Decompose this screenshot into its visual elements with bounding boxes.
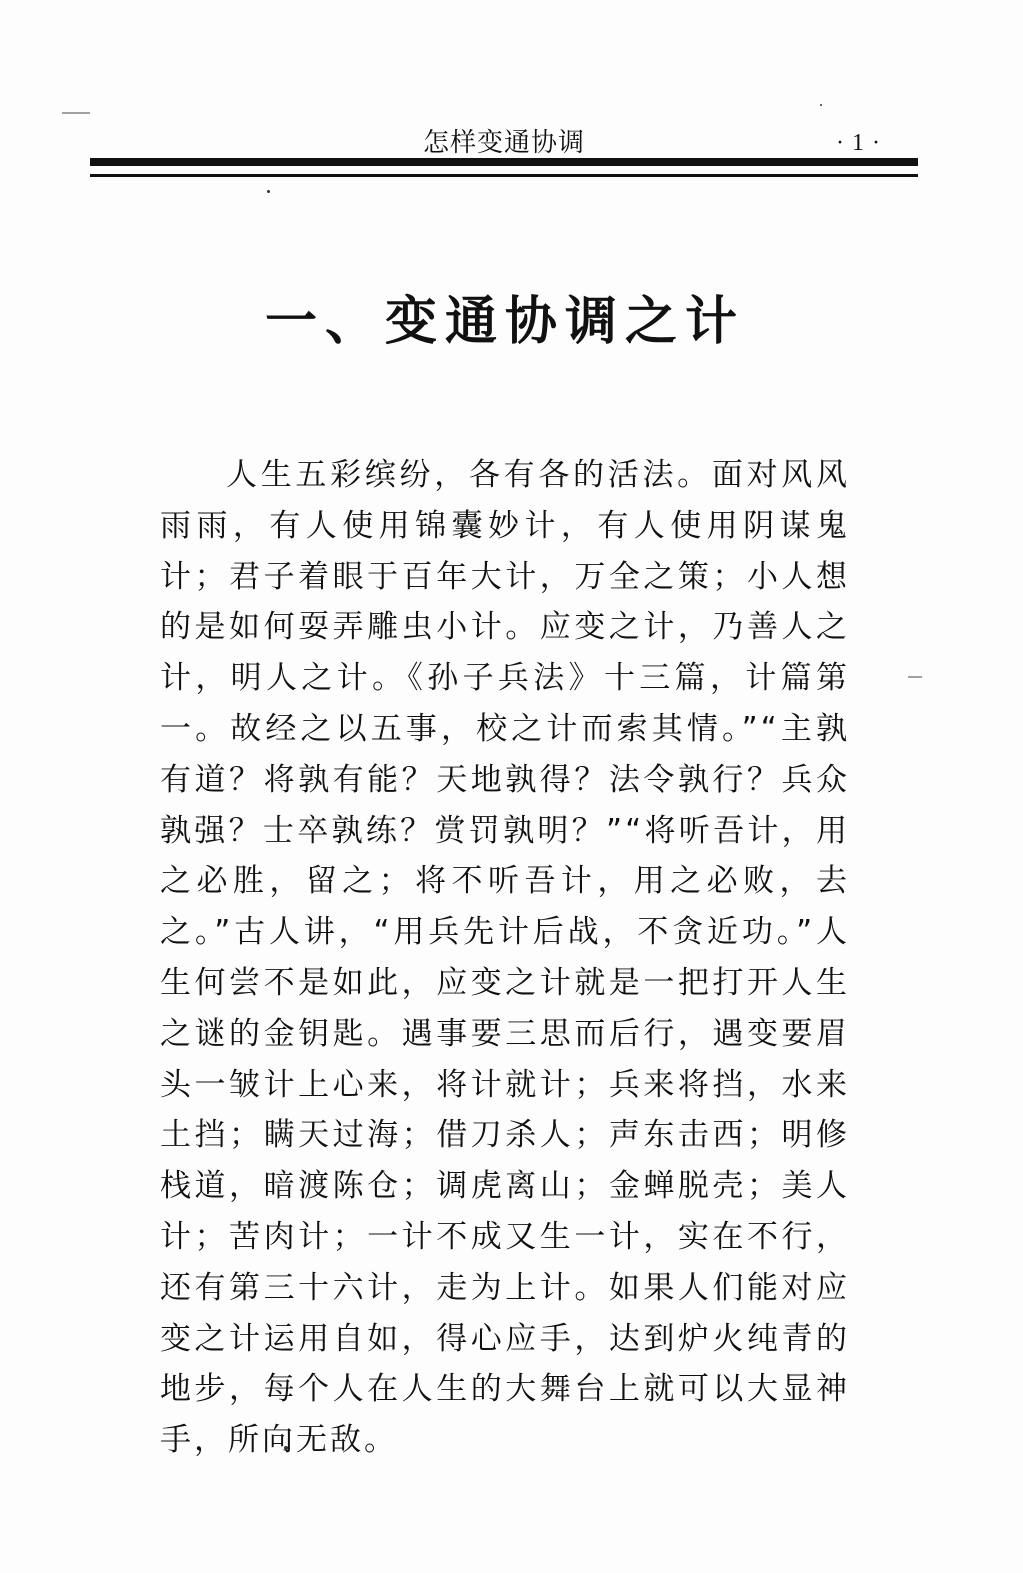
scan-speck — [820, 104, 822, 106]
running-header — [90, 126, 918, 160]
scan-speck — [267, 190, 270, 193]
body-paragraph: 人生五彩缤纷，各有各的活法。面对风风雨雨，有人使用锦囊妙计，有人使用阴谋鬼计；君子着眼于百年大计，万全之策；小人想的是如何耍弄雕虫小计。应变之计，乃善人之计，明人之计。《孙子兵法》十三篇，计篇第一。故经之以五事，校之计而索其情。”“主孰有道？将孰有能？天地孰得？法令孰行？兵众孰强？士卒孰练？赏罚孰明？”“将听吾计，用之必胜，留之；将不听吾计，用之必败，去之。”古人讲，“用兵先计后战，不贪近功。”人生何尝不是如此，应变之计就是一把打开人生之谜的金钥匙。遇事要三思而后行，遇变要眉头一皱计上心来，将计就计；兵来将挡，水来土挡；瞒天过海；借刀杀人；声东击西；明修栈道，暗渡陈仓；调虎离山；金蝉脱壳；美人计；苦肉计；一计不成又生一计，实在不行，还有第三十六计，走为上计。如果人们能对应变之计运用自如，得心应手，达到炉火纯青的地步，每个人在人生的大舞台上就可以大显神手，所向无敌。 — [160, 457, 850, 1459]
header-rule-thin — [90, 174, 918, 177]
page-number: ·1· — [836, 130, 888, 156]
scan-mark — [62, 112, 90, 114]
scan-mark — [908, 676, 922, 678]
running-title: 怎样变通协调 — [422, 128, 585, 158]
chapter-title: 一、变通协调之计 — [264, 292, 745, 352]
header-rule-thick — [90, 158, 918, 166]
